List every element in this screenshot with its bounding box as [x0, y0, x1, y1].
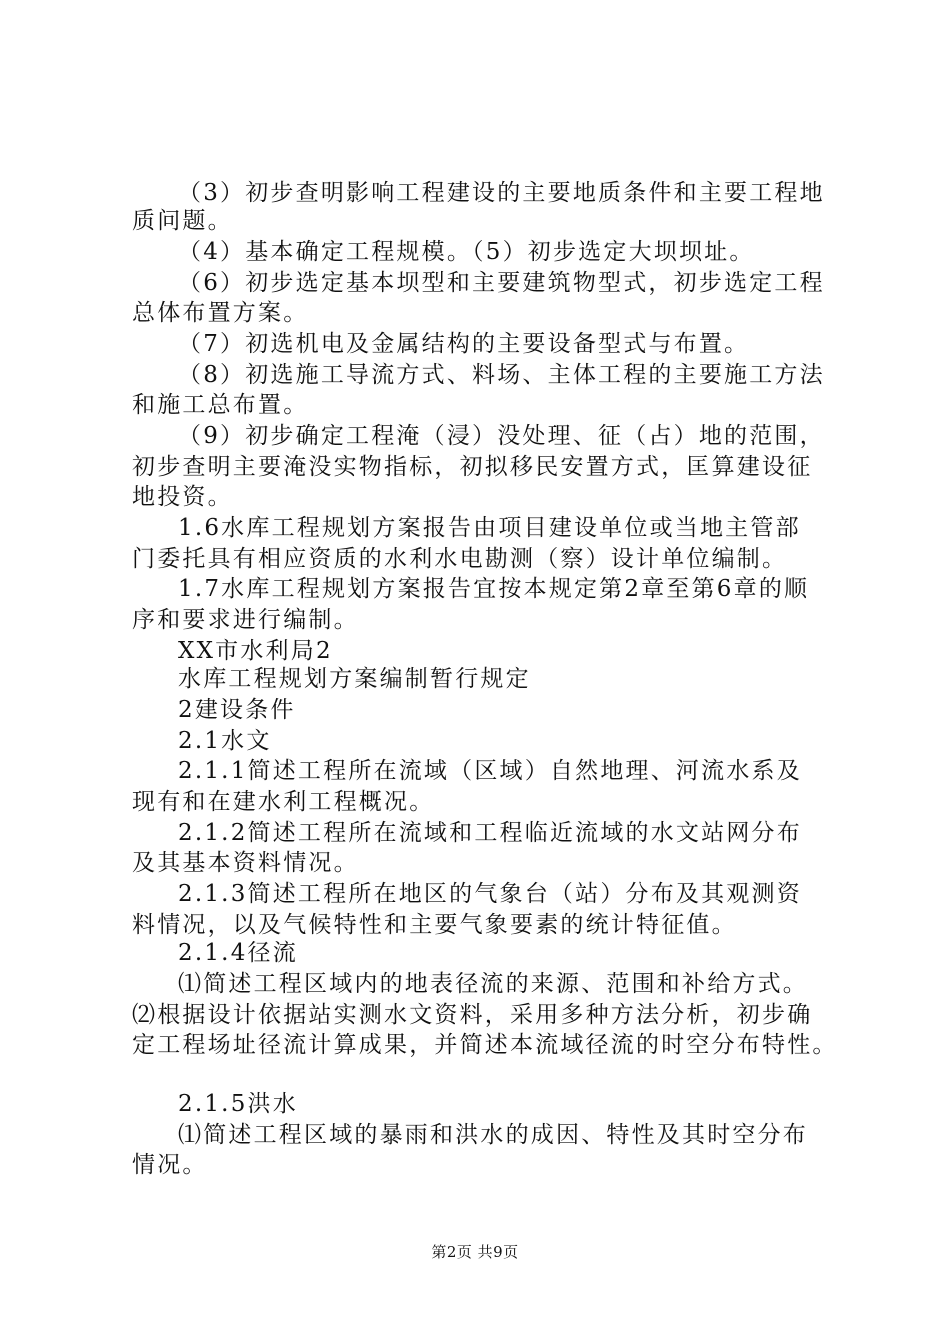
paragraph-line: 料情况，以及气候特性和主要气象要素的统计特征值。 — [132, 912, 737, 938]
paragraph-line: 1.7水库工程规划方案报告宜按本规定第2章至第6章的顺 — [178, 576, 810, 602]
section-heading: 2.1.5洪水 — [178, 1091, 298, 1117]
paragraph-line: 2.1.1简述工程所在流域（区域）自然地理、河流水系及 — [178, 758, 802, 784]
paragraph-line: （4）基本确定工程规模。（5）初步选定大坝坝址。 — [178, 239, 755, 265]
page-footer: 第2页 共9页 — [431, 1243, 519, 1261]
paragraph-line: 门委托具有相应资质的水利水电勘测（察）设计单位编制。 — [132, 546, 788, 572]
paragraph-line: 定工程场址径流计算成果，并简述本流域径流的时空分布特性。 — [132, 1032, 838, 1058]
paragraph-line: ⑵根据设计依据站实测水文资料，采用多种方法分析，初步确 — [132, 1002, 813, 1028]
paragraph-line: 地投资。 — [132, 484, 233, 510]
paragraph-line: ⑴简述工程区域内的地表径流的来源、范围和补给方式。 — [178, 971, 808, 997]
paragraph-line: 情况。 — [132, 1152, 208, 1178]
paragraph-line: （9）初步确定工程淹（浸）没处理、征（占）地的范围， — [178, 423, 825, 449]
paragraph-line: （6）初步选定基本坝型和主要建筑物型式，初步选定工程 — [178, 270, 825, 296]
paragraph-line: 序和要求进行编制。 — [132, 607, 359, 633]
paragraph-line: 2.1.2简述工程所在流域和工程临近流域的水文站网分布 — [178, 820, 802, 846]
paragraph-line: XX市水利局2 — [178, 638, 333, 664]
paragraph-line: 2.1.3简述工程所在地区的气象台（站）分布及其观测资 — [178, 881, 802, 907]
paragraph-line: 总体布置方案。 — [132, 300, 309, 326]
paragraph-line: ⑴简述工程区域的暴雨和洪水的成因、特性及其时空分布 — [178, 1122, 808, 1148]
section-heading: 2建设条件 — [178, 697, 296, 723]
paragraph-line: 质问题。 — [132, 208, 233, 234]
paragraph-line: 现有和在建水利工程概况。 — [132, 789, 435, 815]
paragraph-line: 水库工程规划方案编制暂行规定 — [178, 666, 531, 692]
section-heading: 2.1.4径流 — [178, 940, 298, 966]
paragraph-line: 及其基本资料情况。 — [132, 850, 359, 876]
paragraph-line: 初步查明主要淹没实物指标，初拟移民安置方式，匡算建设征 — [132, 454, 813, 480]
section-heading: 2.1水文 — [178, 728, 272, 754]
paragraph-line: （3）初步查明影响工程建设的主要地质条件和主要工程地 — [178, 180, 825, 206]
paragraph-line: 1.6水库工程规划方案报告由项目建设单位或当地主管部 — [178, 515, 801, 541]
paragraph-line: （8）初选施工导流方式、料场、主体工程的主要施工方法 — [178, 362, 825, 388]
paragraph-line: （7）初选机电及金属结构的主要设备型式与布置。 — [178, 331, 750, 357]
paragraph-line: 和施工总布置。 — [132, 392, 309, 418]
